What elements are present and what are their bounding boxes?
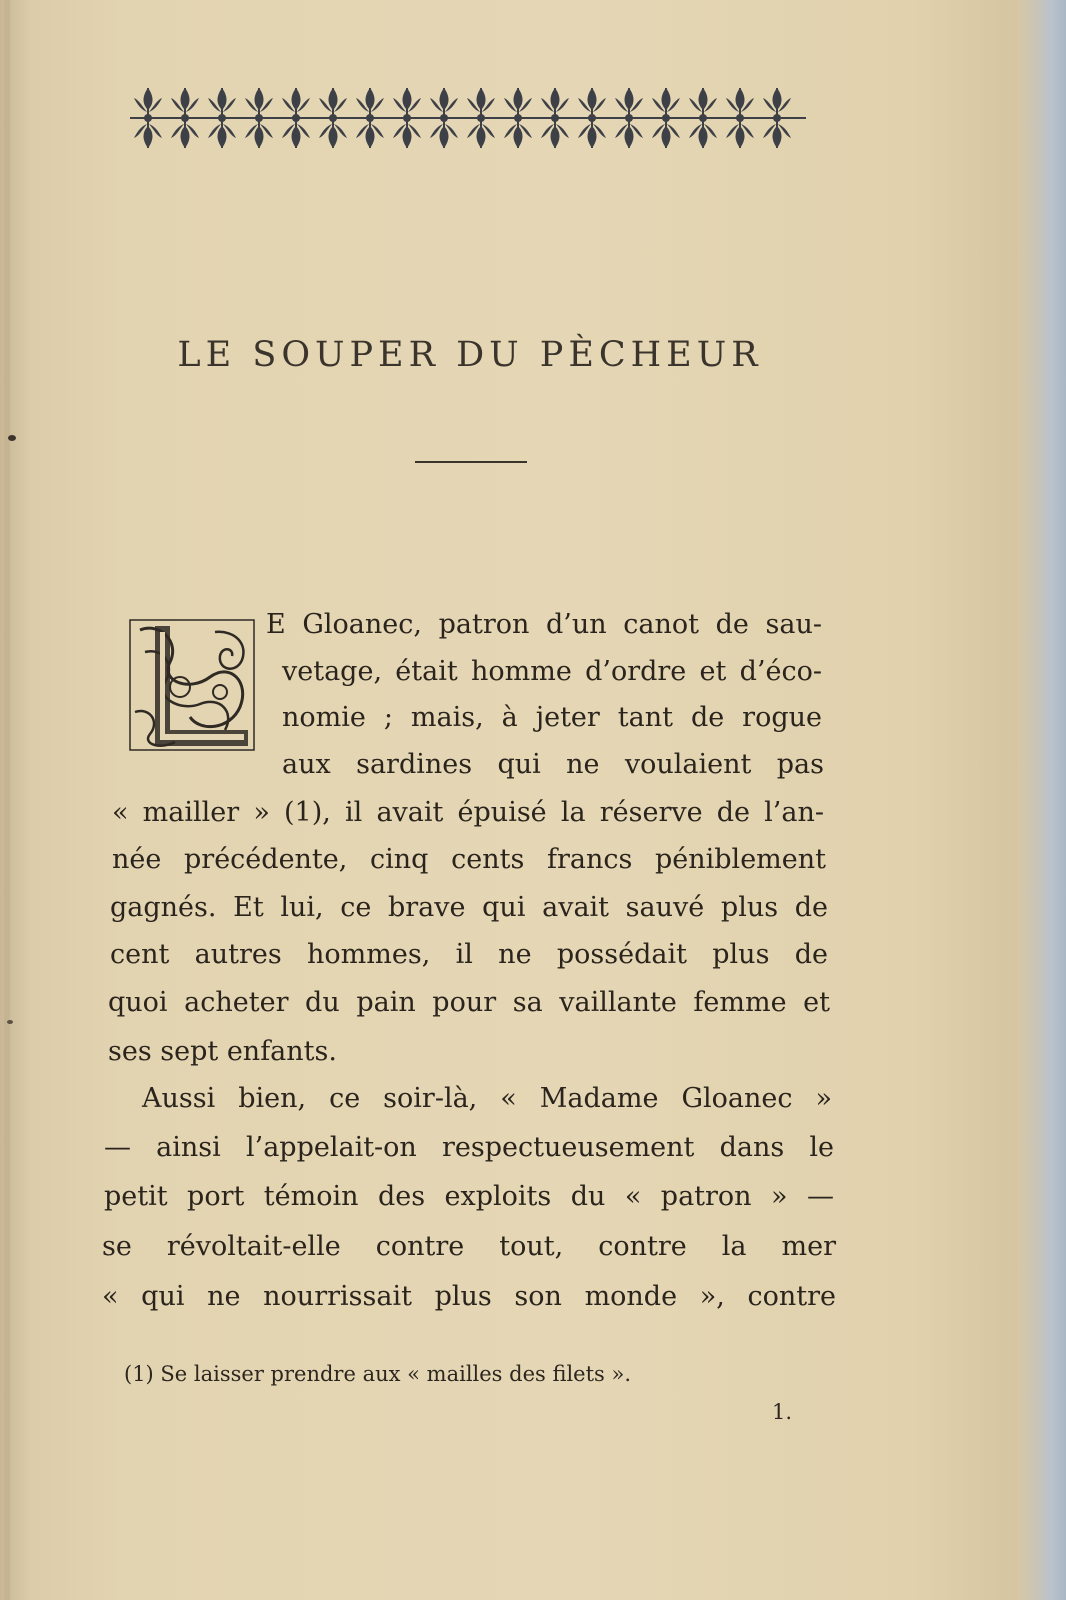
text-line: vetage, était homme d’ordre et d’éco- (282, 656, 822, 687)
text-line: quoi acheter du pain pour sa vaillante femme et (108, 987, 830, 1018)
page-number: 1. (772, 1400, 793, 1424)
text-line: « mailler » (1), il avait épuisé la réserve de l’an- (112, 797, 824, 828)
text-line: « qui ne nourrissait plus son monde », contre (102, 1281, 836, 1312)
text-line: se révoltait-elle contre tout, contre la mer (102, 1231, 836, 1262)
footnote: (1) Se laisser prendre aux « mailles des filets ». (124, 1362, 632, 1386)
text-line: aux sardines qui ne voulaient pas (282, 749, 824, 780)
text-line: Aussi bien, ce soir-là, « Madame Gloanec » (142, 1083, 832, 1114)
text-line: ses sept enfants. (108, 1036, 337, 1067)
text-line: petit port témoin des exploits du « patron » — (104, 1181, 834, 1212)
text-line: cent autres hommes, il ne possédait plus de (110, 939, 828, 970)
dropcap-letter: L (158, 738, 159, 739)
text-line: née précédente, cinq cents francs péniblement (112, 844, 826, 875)
text-line: nomie ; mais, à jeter tant de rogue (282, 702, 822, 733)
page-edge-background (1018, 0, 1066, 1600)
chapter-title: LE SOUPER DU PÈCHEUR (177, 335, 763, 375)
text-line: — ainsi l’appelait-on respectueusement dans le (104, 1132, 834, 1163)
text-line: gagnés. Et lui, ce brave qui avait sauvé plus de (110, 892, 828, 923)
text-line: E Gloanec, patron d’un canot de sau- (266, 609, 822, 640)
